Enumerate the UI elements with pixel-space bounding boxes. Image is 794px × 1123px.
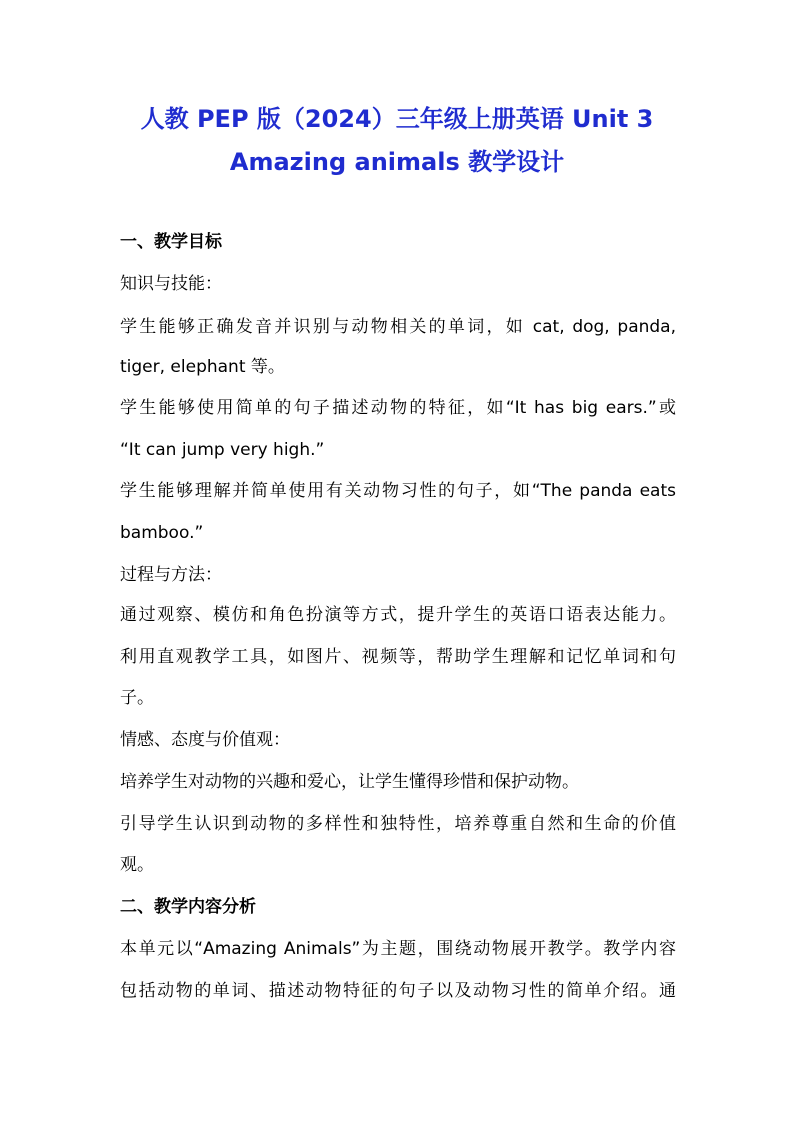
paragraph-line: 引导学生认识到动物的多样性和独特性，培养尊重自然和生命的价值 [120, 814, 676, 834]
paragraph-line: 学生能够正确发音并识别与动物相关的单词，如 cat, dog, panda, [120, 317, 676, 337]
paragraph-line: 本单元以“Amazing Animals”为主题，围绕动物展开教学。教学内容 [120, 939, 676, 959]
subheading-knowledge-skills: 知识与技能： [120, 274, 222, 294]
document-title-line-2: Amazing animals 教学设计 [229, 148, 565, 176]
paragraph-line: tiger, elephant 等。 [120, 357, 285, 377]
paragraph-line: 通过观察、模仿和角色扮演等方式，提升学生的英语口语表达能力。 [120, 605, 676, 625]
section-heading-content-analysis: 二、教学内容分析 [120, 897, 256, 917]
paragraph-line: 观。 [120, 855, 154, 875]
document-title-line-1: 人教 PEP 版（2024）三年级上册英语 Unit 3 [140, 105, 654, 133]
paragraph-line: 学生能够理解并简单使用有关动物习性的句子，如“The panda eats [120, 481, 676, 501]
subheading-process-methods: 过程与方法： [120, 565, 222, 585]
paragraph-line: 包括动物的单词、描述动物特征的句子以及动物习性的简单介绍。通 [120, 981, 676, 1001]
paragraph-line: 培养学生对动物的兴趣和爱心，让学生懂得珍惜和保护动物。 [120, 772, 579, 792]
section-heading-teaching-objectives: 一、教学目标 [120, 232, 222, 252]
paragraph-line: 学生能够使用简单的句子描述动物的特征，如“It has big ears.”或 [120, 398, 676, 418]
paragraph-line: 子。 [120, 688, 154, 708]
paragraph-line: “It can jump very high.” [120, 440, 325, 460]
subheading-emotion-attitude-values: 情感、态度与价值观： [120, 730, 290, 750]
paragraph-line: 利用直观教学工具，如图片、视频等，帮助学生理解和记忆单词和句 [120, 647, 676, 667]
paragraph-line: bamboo.” [120, 523, 204, 543]
